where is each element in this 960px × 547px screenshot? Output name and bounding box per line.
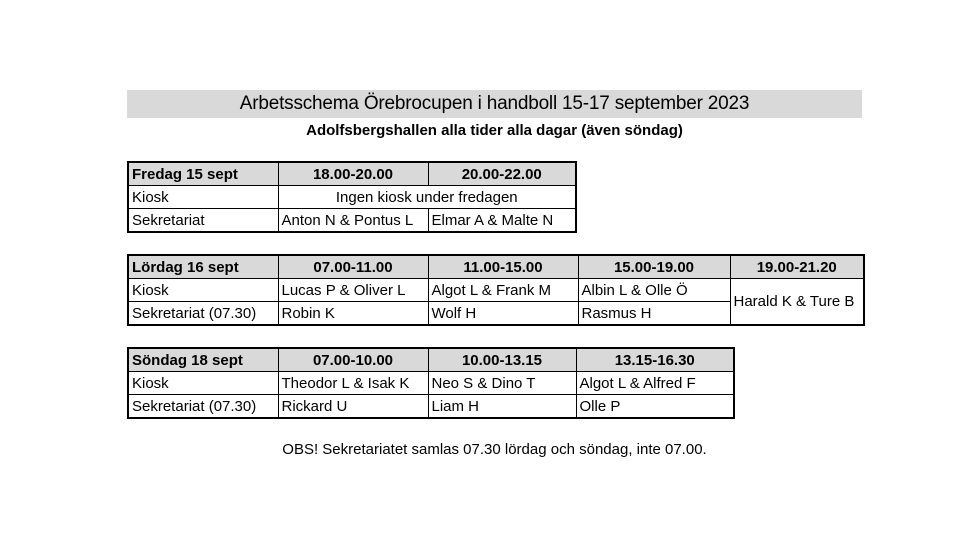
role-label-cell: Kiosk xyxy=(128,186,278,209)
table-row xyxy=(128,348,734,372)
time-header-cell: 19.00-21.20 xyxy=(730,255,864,279)
table-row xyxy=(128,395,734,419)
footnote: OBS! Sekretariatet samlas 07.30 lördag och söndag, inte 07.00. xyxy=(282,441,707,458)
staff-cell: Lucas P & Oliver L xyxy=(278,279,428,302)
day-header-cell: Fredag 15 sept xyxy=(128,162,278,186)
staff-cell: Wolf H xyxy=(428,302,578,326)
staff-cell: Olle P xyxy=(576,395,734,419)
day-header-cell: Lördag 16 sept xyxy=(128,255,278,279)
kiosk-closed-note-cell: Ingen kiosk under fredagen xyxy=(278,186,576,209)
schedule-table-friday xyxy=(127,161,577,233)
evening-staff-cell: Harald K & Ture B xyxy=(730,279,864,326)
role-label-cell: Sekretariat xyxy=(128,209,278,233)
time-header-cell: 07.00-10.00 xyxy=(278,348,428,372)
table-row xyxy=(128,209,576,233)
time-header-cell: 11.00-15.00 xyxy=(428,255,578,279)
role-label-cell: Sekretariat (07.30) xyxy=(128,395,278,419)
staff-cell: Algot L & Alfred F xyxy=(576,372,734,395)
role-label-cell: Kiosk xyxy=(128,279,278,302)
staff-cell: Anton N & Pontus L xyxy=(278,209,428,233)
page-subtitle: Adolfsbergshallen alla tider alla dagar (även söndag) xyxy=(306,122,683,139)
staff-cell: Rickard U xyxy=(278,395,428,419)
staff-cell: Neo S & Dino T xyxy=(428,372,576,395)
staff-cell: Albin L & Olle Ö xyxy=(578,279,730,302)
schedule-table-sunday xyxy=(127,347,735,419)
staff-cell: Liam H xyxy=(428,395,576,419)
schedule-table-saturday xyxy=(127,254,865,326)
table-row xyxy=(128,279,864,302)
time-header-cell: 13.15-16.30 xyxy=(576,348,734,372)
role-label-cell: Kiosk xyxy=(128,372,278,395)
staff-cell: Algot L & Frank M xyxy=(428,279,578,302)
table-row xyxy=(128,162,576,186)
time-header-cell: 10.00-13.15 xyxy=(428,348,576,372)
time-header-cell: 07.00-11.00 xyxy=(278,255,428,279)
title-band xyxy=(127,90,862,118)
staff-cell: Robin K xyxy=(278,302,428,326)
staff-cell: Rasmus H xyxy=(578,302,730,326)
staff-cell: Theodor L & Isak K xyxy=(278,372,428,395)
table-row xyxy=(128,186,576,209)
table-row xyxy=(128,255,864,279)
staff-cell: Elmar A & Malte N xyxy=(428,209,576,233)
time-header-cell: 15.00-19.00 xyxy=(578,255,730,279)
time-header-cell: 18.00-20.00 xyxy=(278,162,428,186)
page-title: Arbetsschema Örebrocupen i handboll 15-17 september 2023 xyxy=(239,93,750,114)
role-label-cell: Sekretariat (07.30) xyxy=(128,302,278,326)
day-header-cell: Söndag 18 sept xyxy=(128,348,278,372)
time-header-cell: 20.00-22.00 xyxy=(428,162,576,186)
table-row xyxy=(128,372,734,395)
